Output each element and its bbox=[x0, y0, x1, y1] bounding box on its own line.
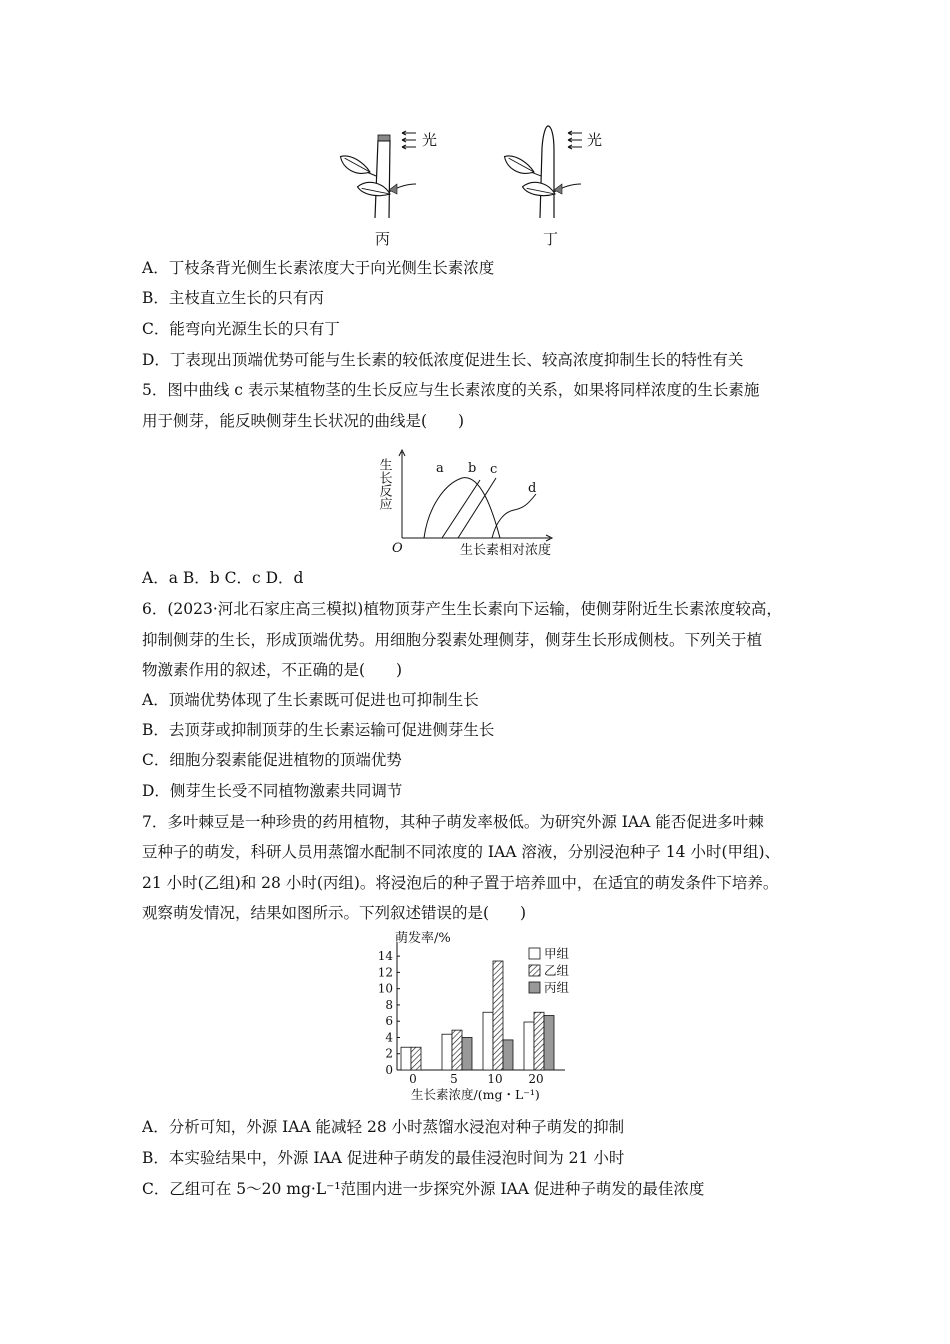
q5-stem-line1: 5．图中曲线 c 表示某植物茎的生长反应与生长素浓度的关系，如果将同样浓度的生长素施 bbox=[142, 381, 760, 399]
chart-legend-swatch bbox=[529, 982, 540, 993]
chart-bar bbox=[411, 1047, 421, 1070]
chart-x-tick-label: 5 bbox=[450, 1072, 458, 1086]
q4-option-c: C．能弯向光源生长的只有丁 bbox=[142, 320, 340, 338]
chart-x-tick-label: 0 bbox=[409, 1072, 417, 1086]
label-bing: 丙 bbox=[375, 230, 391, 248]
q7-option-b: B．本实验结果中，外源 IAA 促进种子萌发的最佳浸泡时间为 21 小时 bbox=[142, 1149, 625, 1167]
q6-stem-line3: 物激素作用的叙述，不正确的是( ) bbox=[142, 661, 403, 679]
chart-y-tick-label: 4 bbox=[385, 1030, 393, 1045]
curve-label-a: a bbox=[436, 461, 444, 476]
q5-options: A．a B．b C．c D．d bbox=[142, 569, 304, 587]
curve-xlabel: 生长素相对浓度 bbox=[460, 543, 552, 558]
chart-bar bbox=[493, 961, 503, 1070]
label-ding: 丁 bbox=[543, 230, 559, 248]
chart-y-tick-label: 2 bbox=[385, 1046, 393, 1061]
chart-y-tick-label: 8 bbox=[385, 997, 393, 1012]
q6-stem-line1: 6．(2023·河北石家庄高三模拟)植物顶芽产生生长素向下运输，使侧芽附近生长素浓度较高， bbox=[142, 600, 782, 618]
q4-option-b: B．主枝直立生长的只有丙 bbox=[142, 289, 324, 307]
q6-option-d: D．侧芽生长受不同植物激素共同调节 bbox=[142, 782, 403, 800]
q7-option-a: A．分析可知，外源 IAA 能减轻 28 小时蒸馏水浸泡对种子萌发的抑制 bbox=[142, 1118, 625, 1136]
q7-option-c: C．乙组可在 5～20 mg·L⁻¹范围内进一步探究外源 IAA 促进种子萌发的最佳浓度 bbox=[142, 1180, 705, 1198]
q6-stem-line2: 抑制侧芽的生长，形成顶端优势。用细胞分裂素处理侧芽，侧芽生长形成侧枝。下列关于植 bbox=[142, 631, 763, 649]
light-label-right: 光 bbox=[587, 131, 603, 149]
chart-legend-label: 乙组 bbox=[544, 963, 570, 978]
chart-legend-label: 丙组 bbox=[544, 980, 570, 995]
chart-ylabel: 萌发率/% bbox=[395, 931, 451, 946]
curve-label-b: b bbox=[468, 461, 477, 476]
q7-stem-line2: 豆种子的萌发，科研人员用蒸馏水配制不同浓度的 IAA 溶液，分别浸泡种子 14 小时(甲组)、 bbox=[142, 843, 781, 861]
chart-y-tick-label: 6 bbox=[385, 1014, 393, 1029]
plant-bing bbox=[337, 131, 437, 248]
curve-origin: O bbox=[392, 541, 403, 556]
q6-option-b: B．去顶芽或抑制顶芽的生长素运输可促进侧芽生长 bbox=[142, 721, 495, 739]
germination-bar-chart bbox=[365, 928, 585, 1106]
curve-label-c: c bbox=[490, 462, 498, 477]
q7-stem-line1: 7．多叶棘豆是一种珍贵的药用植物，其种子萌发率极低。为研究外源 IAA 能否促进多叶棘 bbox=[142, 813, 764, 831]
q4-option-a: A．丁枝条背光侧生长素浓度大于向光侧生长素浓度 bbox=[142, 259, 495, 277]
q4-option-d: D．丁表现出顶端优势可能与生长素的较低浓度促进生长、较高浓度抑制生长的特性有关 bbox=[142, 351, 744, 369]
chart-bar bbox=[503, 1040, 513, 1070]
q6-option-c: C．细胞分裂素能促进植物的顶端优势 bbox=[142, 751, 402, 769]
q7-stem-line3: 21 小时(乙组)和 28 小时(丙组)。将浸泡后的种子置于培养皿中，在适宜的萌发条件下培养。 bbox=[142, 874, 779, 892]
curve-ylabel: 生长反应 bbox=[376, 458, 392, 510]
q5-stem-line2: 用于侧芽，能反映侧芽生长状况的曲线是( ) bbox=[142, 412, 465, 430]
chart-x-tick-label: 20 bbox=[528, 1072, 544, 1086]
chart-bar bbox=[462, 1037, 472, 1070]
curve-label-d: d bbox=[528, 481, 537, 496]
curve-b bbox=[442, 480, 480, 538]
plants-figure bbox=[330, 118, 620, 250]
chart-bar bbox=[442, 1034, 452, 1070]
q6-option-a: A．顶端优势体现了生长素既可促进也可抑制生长 bbox=[142, 691, 479, 709]
plant-ding bbox=[501, 126, 602, 248]
chart-legend-swatch bbox=[529, 965, 540, 976]
chart-y-tick-label: 12 bbox=[377, 965, 393, 980]
chart-bar bbox=[524, 1022, 534, 1070]
curve-figure bbox=[376, 448, 580, 560]
chart-xlabel: 生长素浓度/(mg・L⁻¹) bbox=[411, 1087, 540, 1102]
chart-legend-swatch bbox=[529, 948, 540, 959]
chart-bar bbox=[544, 1016, 554, 1070]
chart-y-tick-label: 14 bbox=[377, 949, 393, 964]
chart-y-tick-label: 10 bbox=[377, 981, 393, 996]
chart-x-tick-label: 10 bbox=[487, 1072, 503, 1086]
chart-bar bbox=[534, 1012, 544, 1070]
q7-stem-line4: 观察萌发情况，结果如图所示。下列叙述错误的是( ) bbox=[142, 904, 527, 922]
chart-y-tick-label: 0 bbox=[385, 1063, 393, 1077]
chart-bar bbox=[401, 1047, 411, 1070]
chart-bar bbox=[483, 1012, 493, 1070]
chart-legend-label: 甲组 bbox=[544, 946, 570, 961]
chart-bar bbox=[452, 1030, 462, 1070]
light-label-left: 光 bbox=[422, 131, 438, 149]
